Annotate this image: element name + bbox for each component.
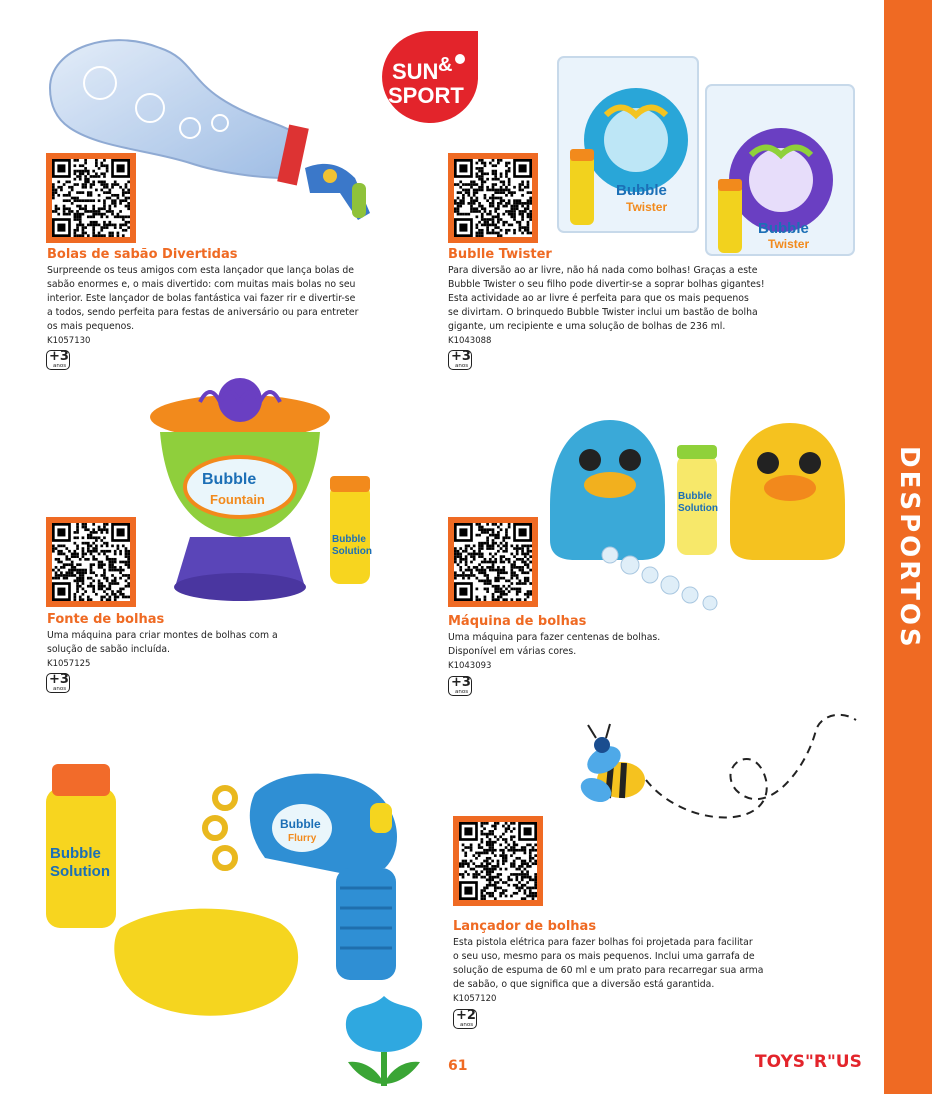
qr-code-twister[interactable] <box>448 153 538 243</box>
desc-line: Uma máquina para fazer centenas de bolhas. <box>448 632 661 643</box>
age-value: +3 <box>49 672 69 687</box>
bubble-fountain-image <box>140 372 390 622</box>
age-badge <box>46 673 70 693</box>
product-title: Bublle Twister <box>448 247 552 262</box>
desc-line: se divirtam. O brinquedo Bubble Twister inclui um bastão de bolha <box>448 307 758 318</box>
toysrus-logo-text: TOYS"R"US <box>755 1052 862 1072</box>
desc-line: sabão enormes e, o mais divertido: com muitas mais bolas no seu <box>47 279 356 290</box>
logo-line2: SPORT <box>388 83 464 108</box>
bottle-label-2: Solution <box>332 546 372 557</box>
qr-pattern <box>454 159 532 237</box>
age-badge <box>46 350 70 370</box>
bubble-machine-image <box>540 415 860 615</box>
desc-line: Bubble Twister o seu filho pode divertir-se a soprar bolhas gigantes! <box>448 279 765 290</box>
box-label-4: Twister <box>768 237 810 251</box>
desc-line: interior. Este lançador de bolas fantástica vai fazer rir e divertir-se <box>47 293 356 304</box>
gun-label-1: Bubble <box>280 817 321 831</box>
age-value: +3 <box>49 349 69 364</box>
desc-line: Surpreende os teus amigos com esta lançador que lança bolas de <box>47 265 355 276</box>
sun-sport-logo <box>378 29 482 123</box>
product-title: Lançador de bolhas <box>453 919 597 934</box>
logo-amp: & <box>438 54 453 76</box>
box-label-1: Bubble <box>616 182 667 199</box>
desc-line: o seu uso, mesmo para os mais pequenos. Inclui uma garrafa de <box>453 951 755 962</box>
section-label-text: DESPORTOS <box>894 446 924 650</box>
toysrus-logo <box>755 1052 862 1072</box>
desc-line: solução de espuma de 60 ml e um prato para recarregar sua arma <box>453 965 764 976</box>
desc-line: de sabão, o que significa que a diversão está garantida. <box>453 979 715 990</box>
age-unit: anos <box>460 1022 474 1028</box>
section-label <box>880 440 932 660</box>
age-badge <box>453 1009 477 1029</box>
desc-line: Para diversão ao ar livre, não há nada como bolhas! Graças a este <box>448 265 758 276</box>
desc-line: gigante, um recipiente e uma solução de bolhas de 236 ml. <box>448 321 726 332</box>
product-sku: K1057125 <box>47 659 91 669</box>
qr-pattern <box>459 822 537 900</box>
age-value: +3 <box>451 675 471 690</box>
desc-line: a todos, sendo perfeita para festas de aniversário ou para entreter <box>47 307 359 318</box>
desc-line: Esta actividade ao ar livre é perfeita para que os mais pequenos <box>448 293 749 304</box>
age-unit: anos <box>455 689 469 695</box>
product-sku: K1043093 <box>448 661 492 671</box>
logo-line1: SUN <box>392 59 439 84</box>
bottle-label-1: Bubble <box>332 534 366 545</box>
fountain-label-1: Bubble <box>202 471 257 488</box>
age-unit: anos <box>53 686 67 692</box>
bee-illustration <box>566 710 866 830</box>
product-description <box>453 936 833 992</box>
tulip-illustration <box>340 992 428 1090</box>
fountain-label-2: Fountain <box>210 492 265 507</box>
age-value: +2 <box>456 1008 476 1023</box>
product-description <box>47 264 407 334</box>
qr-code-lancador[interactable] <box>453 816 543 906</box>
bubble-twister-image <box>556 55 866 260</box>
product-title: Máquina de bolhas <box>448 614 587 629</box>
bottle-label-2: Solution <box>678 503 718 514</box>
box-label-3: Bubble <box>758 220 809 237</box>
product-sku: K1043088 <box>448 336 492 346</box>
age-badge <box>448 676 472 696</box>
product-description <box>448 631 768 659</box>
gun-label-2: Flurry <box>288 833 317 844</box>
product-sku: K1057130 <box>47 336 91 346</box>
age-value: +3 <box>451 349 471 364</box>
qr-pattern <box>52 523 130 601</box>
desc-line: solução de sabão incluída. <box>47 644 171 655</box>
page-number: 61 <box>448 1058 468 1074</box>
product-title: Bolas de sabão Divertidas <box>47 247 238 262</box>
age-unit: anos <box>53 363 67 369</box>
bottle-label-1: Bubble <box>678 491 712 502</box>
qr-code-fonte[interactable] <box>46 517 136 607</box>
product-sku: K1057120 <box>453 994 497 1004</box>
product-description <box>47 629 377 657</box>
desc-line: Disponível em várias cores. <box>448 646 577 657</box>
age-badge <box>448 350 472 370</box>
product-description <box>448 264 828 334</box>
qr-code-maquina[interactable] <box>448 517 538 607</box>
bottle-label-2: Solution <box>50 863 110 880</box>
desc-line: Uma máquina para criar montes de bolhas com a <box>47 630 278 641</box>
desc-line: os mais pequenos. <box>47 321 135 332</box>
desc-line: Esta pistola elétrica para fazer bolhas foi projetada para facilitar <box>453 937 753 948</box>
box-label-2: Twister <box>626 200 668 214</box>
bottle-label-1: Bubble <box>50 845 101 862</box>
product-title: Fonte de bolhas <box>47 612 165 627</box>
qr-code-bolas[interactable] <box>46 153 136 243</box>
qr-pattern <box>52 159 130 237</box>
age-unit: anos <box>455 363 469 369</box>
qr-pattern <box>454 523 532 601</box>
